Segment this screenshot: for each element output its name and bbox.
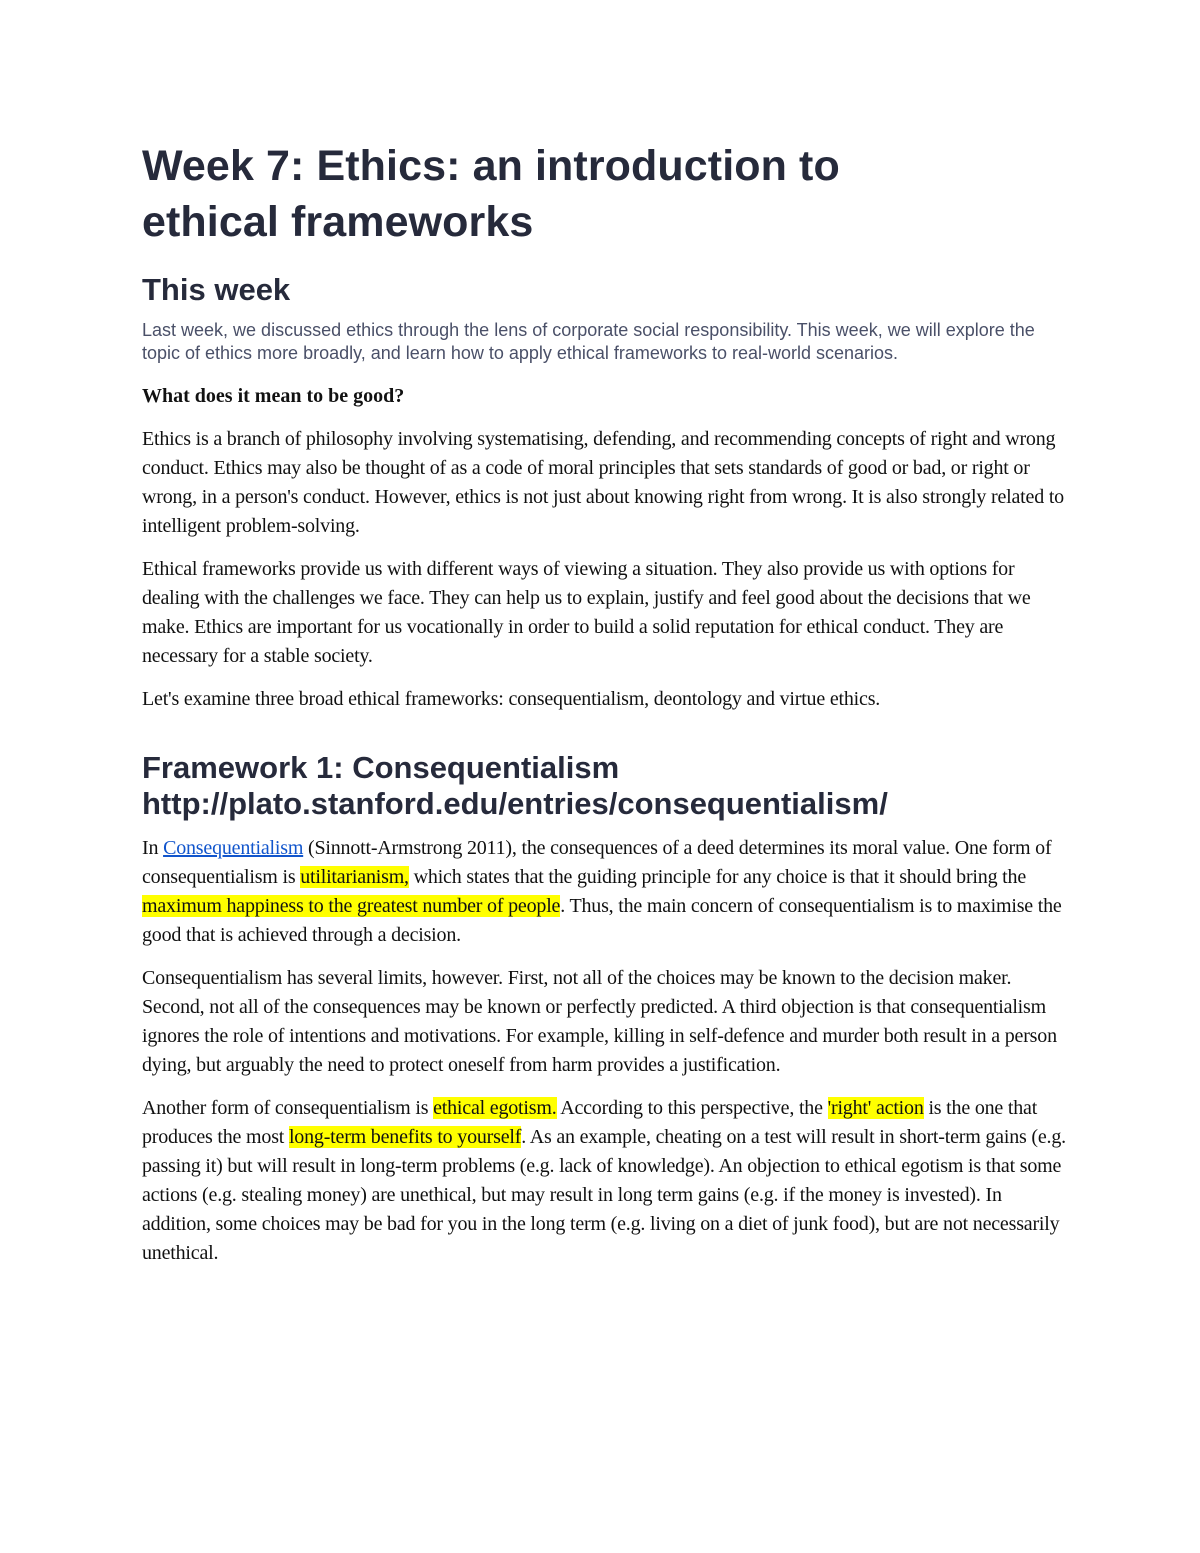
- three-frameworks-paragraph: Let's examine three broad ethical frameworks: consequentialism, deontology and virtue ethics.: [142, 688, 881, 710]
- frameworks-purpose-paragraph: Ethical frameworks provide us with different ways of viewing a situation. They also provide us with options for dealing with the challenges we face. They can help us to explain, justify and feel good about the decisions that we make. Ethics are important for us vocationally in order to build a solid reputation for ethical conduct. They are necessary for a stable society.: [142, 558, 1031, 667]
- highlight-long-term-benefits: long-term benefits to yourself: [288, 1126, 522, 1148]
- page-title: [142, 138, 1072, 250]
- text-run: Another form of consequentialism is: [142, 1097, 434, 1119]
- highlight-maximum-happiness: maximum happiness to the greatest number of people: [142, 895, 561, 917]
- framework-1-url: http://plato.stanford.edu/entries/consequentialism/: [142, 786, 888, 821]
- consequentialism-paragraph: [142, 834, 1072, 950]
- good-question-heading: What does it mean to be good?: [142, 385, 405, 407]
- page-title-line-1: Week 7: Ethics: an introduction to: [142, 142, 840, 190]
- highlight-ethical-egotism: ethical egotism.: [433, 1097, 557, 1119]
- this-week-heading: This week: [142, 272, 291, 307]
- text-run: which states that the guiding principle for any choice is that it should bring the: [408, 866, 1027, 888]
- highlight-right-action: 'right' action: [827, 1097, 924, 1119]
- text-run: According to this perspective, the: [556, 1097, 828, 1119]
- framework-1-heading: [142, 750, 1072, 822]
- text-run: (Sinnott-Armstrong 2011), the consequences of a deed determines its moral value. One form of consequentialism is: [142, 837, 1052, 888]
- document-page: [142, 138, 1072, 1268]
- text-run: . As an example, cheating on a test will result in short-term gains (e.g. passing it) but will result in long-term problems (e.g. lack of knowledge). An objection to ethical egotism is that some actions (e.g. stealing money) are unethical, but may result in long term gains (e.g. if the money is invested). In addition, some choices may be bad for you in the long term (e.g. living on a diet of junk food), but are not necessarily unethical.: [142, 1126, 1066, 1264]
- consequentialism-limits-paragraph: Consequentialism has several limits, however. First, not all of the choices may be known to the decision maker. Second, not all of the consequences may be known or perfectly predicted. A third objection is that consequentialism ignores the role of intentions and motivations. For example, killing in self-defence and murder both result in a person dying, but arguably the need to protect oneself from harm provides a justification.: [142, 967, 1057, 1076]
- text-run: . Thus, the main concern of consequentialism is to maximise the good that is achieved through a decision.: [142, 895, 1062, 946]
- ethical-egotism-paragraph: [142, 1094, 1072, 1268]
- framework-1-title: Framework 1: Consequentialism: [142, 750, 620, 785]
- page-title-line-2: ethical frameworks: [142, 198, 534, 246]
- highlight-utilitarianism: utilitarianism,: [300, 866, 409, 888]
- text-run: is the one that produces the most: [142, 1097, 1038, 1148]
- this-week-intro: Last week, we discussed ethics through the lens of corporate social responsibility. This week, we will explore the topic of ethics more broadly, and learn how to apply ethical frameworks to real-world scenarios.: [142, 320, 1035, 363]
- text-run: In: [142, 837, 164, 859]
- ethics-definition-paragraph: Ethics is a branch of philosophy involving systematising, defending, and recommending concepts of right and wrong conduct. Ethics may also be thought of as a code of moral principles that sets standards of good or bad, or right or wrong, in a person's conduct. However, ethics is not just about knowing right from wrong. It is also strongly related to intelligent problem-solving.: [142, 428, 1064, 537]
- consequentialism-link[interactable]: Consequentialism: [163, 837, 304, 859]
